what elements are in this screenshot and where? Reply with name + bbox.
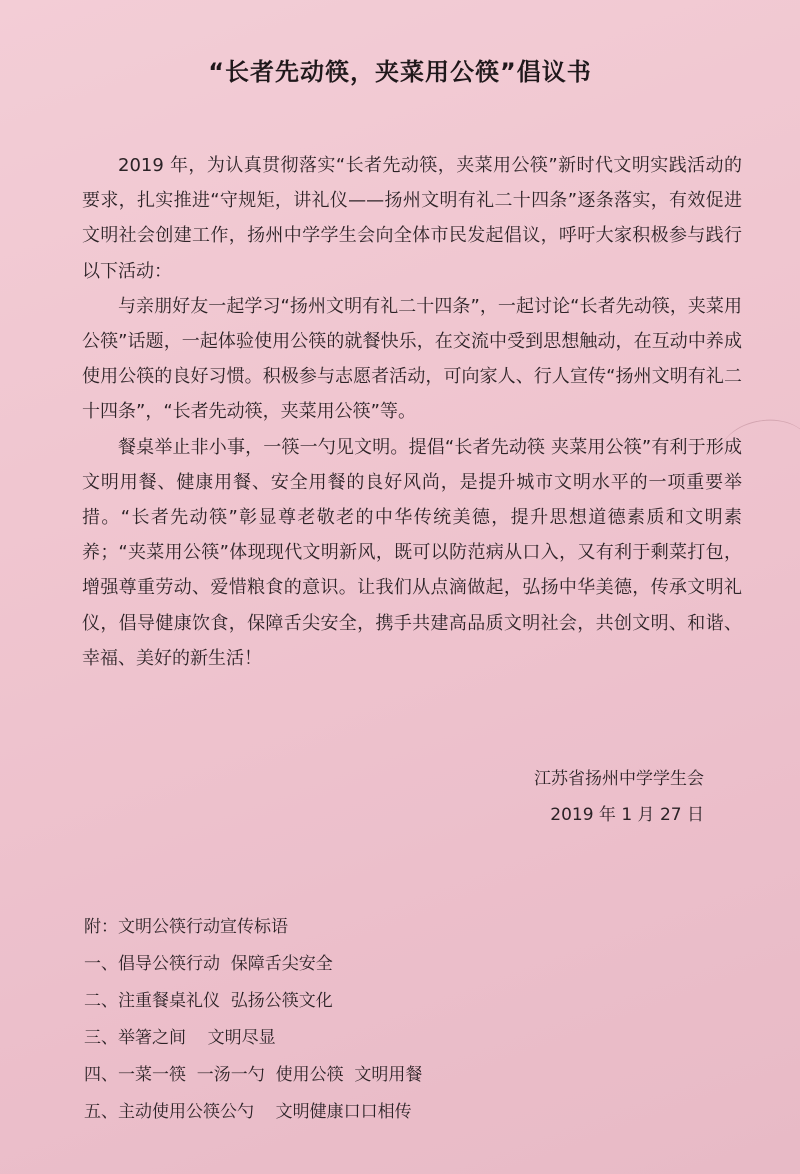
paragraph-intro: 2019 年，为认真贯彻落实“长者先动筷，夹菜用公筷”新时代文明实践活动的要求，扎实推进“守规矩，讲礼仪——扬州文明有礼二十四条”逐条落实，有效促进文明社会创建工作，扬州中学学生会向全体市民发起倡议，呼吁大家积极参与践行以下活动： [82, 155, 742, 282]
appendix-title: 附：文明公筷行动宣传标语 [84, 917, 288, 937]
document-title: “长者先动筷，夹菜用公筷”倡议书 [208, 58, 592, 86]
appendix [84, 908, 724, 1131]
document-body [82, 148, 742, 676]
paragraph-activities: 与亲朋好友一起学习“扬州文明有礼二十四条”，一起讨论“长者先动筷，夹菜用公筷”话题，一起体验使用公筷的就餐快乐，在交流中受到思想触动，在互动中养成使用公筷的良好习惯。积极参与志愿者活动，可向家人、行人宣传“扬州文明有礼二十四条”，“长者先动筷，夹菜用公筷”等。 [82, 295, 742, 423]
slogan-item: 三、举箸之间 文明尽显 [84, 1028, 276, 1048]
slogan-item: 二、注重餐桌礼仪 弘扬公筷文化 [84, 991, 333, 1011]
slogan-item: 五、主动使用公筷公勺 文明健康口口相传 [84, 1102, 412, 1122]
paragraph-significance: 餐桌举止非小事，一筷一勺见文明。提倡“长者先动筷 夹菜用公筷”有利于形成文明用餐、健康用餐、安全用餐的良好风尚，是提升城市文明水平的一项重要举措。“长者先动筷”彰显尊老敬老的中华传统美德，提升思想道德素质和文明素养；“夹菜用公筷”体现现代文明新风，既可以防范病从口入，又有利于剩菜打包，增强尊重劳动、爱惜粮食的意识。让我们从点滴做起，弘扬中华美德，传承文明礼仪，倡导健康饮食，保障舌尖安全，携手共建高品质文明社会，共创文明、和谐、幸福、美好的新生活！ [82, 436, 742, 669]
signature-date: 2019 年 1 月 27 日 [550, 805, 704, 825]
signature-organization: 江苏省扬州中学学生会 [534, 769, 704, 789]
slogan-item: 一、倡导公筷行动 保障舌尖安全 [84, 954, 333, 974]
slogan-item: 四、一菜一筷 一汤一勺 使用公筷 文明用餐 [84, 1065, 423, 1085]
